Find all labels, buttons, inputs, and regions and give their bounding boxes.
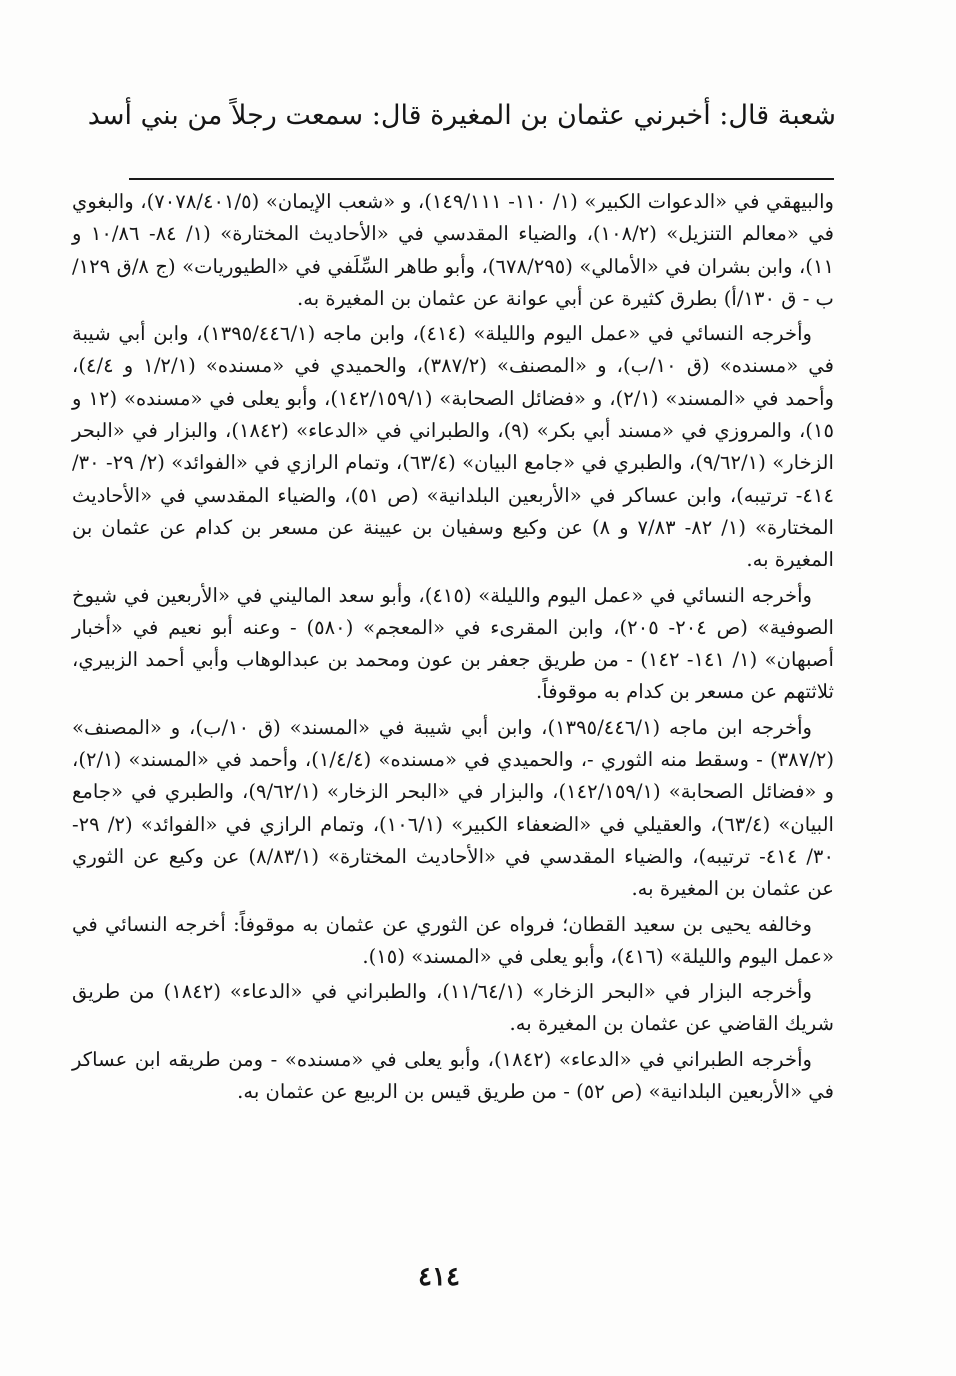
footnotes: [72, 186, 834, 1111]
footnote-paragraph: وأخرجه البزار في «البحر الزخار» (١١/٦٤/١)، والطبراني في «الدعاء» (١٨٤٢) من طريق شريك القاضي عن عثمان بن المغيرة به.: [72, 980, 834, 1036]
page-number: ٤١٤: [418, 1262, 460, 1292]
footnote-paragraph: وأخرجه ابن ماجه (١٣٩٥/٤٤٦/١)، وابن أبي شيبة في «المسند» (ق ١٠/ب)، و «المصنف» (٣٨٧/٢) - وسقط منه الثوري -، والحميدي في «مسنده» (١/٤/٤)، وأحمد في «المسند» (٢/١)، و «فضائل الصحابة» (١٤٢/١٥٩/١)، والبزار في «البحر الزخار» (٩/٦٢/١)، والطبري في «جامع البيان» (٦٣/٤)، والعقيلي في «الضعفاء الكبير» (١٠٦/١)، وتمام الرازي في «الفوائد» (٢/ ٢٩- ٣٠/ ٤١٤- ترتيبه)، والضياء المقدسي في «الأحاديث المختارة» (٨/٨٣/١) عن وكيع عن الثوري عن عثمان بن المغيرة به.: [72, 715, 834, 901]
footnote-paragraph: وأخرجه النسائي في «عمل اليوم والليلة» (٤١٥)، وأبو سعد الماليني في «الأربعين في شيوخ الصوفية» (ص ٢٠٤- ٢٠٥)، وابن المقرىء في «المعجم» (٥٨٠) - وعنه أبو نعيم في «أخبار أصبهان» (١/ ١٤١- ١٤٢) - من طريق جعفر بن عون ومحمد بن عبدالوهاب وأبي أحمد الزبيري، ثلاثتهم عن مسعر بن كدام به موقوفاً.: [72, 583, 835, 704]
footnote-paragraph: وأخرجه النسائي في «عمل اليوم والليلة» (٤١٤)، وابن ماجه (١٣٩٥/٤٤٦/١)، وابن أبي شيبة في «مسنده» (ق ١٠/ب)، و «المصنف» (٣٨٧/٢)، والحميدي في «مسنده» (١/٢/١ و ٤/٤)، وأحمد في «المسند» (٢/١)، و «فضائل الصحابة» (١٤٢/١٥٩/١)، وأبو يعلى في «مسنده» (١٢ و ١٥)، والمروزي في «مسند أبي بكر» (٩)، والطبراني في «الدعاء» (١٨٤٢)، والبزار في «البحر الزخار» (٩/٦٢/١)، والطبري في «جامع البيان» (٦٣/٤)، وتمام الرازي في «الفوائد» (٢/ ٢٩- ٣٠/ ٤١٤- ترتيبه)، وابن عساكر في «الأربعين البلدانية» (ص ٥١)، والضياء المقدسي في «الأحاديث المختارة» (١/ ٨٢- ٧/٨٣ و ٨) عن وكيع وسفيان بن عيينة عن مسعر بن كدام عن عثمان بن المغيرة به.: [72, 322, 834, 572]
footnote-paragraph: وأخرجه الطبراني في «الدعاء» (١٨٤٢)، وأبو يعلى في «مسنده» - ومن طريقه ابن عساكر في «الأربعين البلدانية» (ص ٥٢) - من طريق قيس بن الربيع عن عثمان به.: [72, 1047, 834, 1104]
footnote-separator: [129, 178, 834, 180]
footnote-paragraph: وخالفه يحيى بن سعيد القطان؛ فرواه عن الثوري عن عثمان به موقوفاً: أخرجه النسائي في «عمل اليوم والليلة» (٤١٦)، وأبو يعلى في «المسند» (١٥).: [72, 912, 834, 968]
main-text-line: شعبة قال: أخبرني عثمان بن المغيرة قال: سمعت رجلاً من بني أسد: [87, 100, 836, 131]
footnote-paragraph: والبيهقي في «الدعوات الكبير» (١/ ١١٠- ١٤٩/١١١)، و «شعب الإيمان» (٧٠٧٨/٤٠١/٥)، والبغوي في «معالم التنزيل» (١٠٨/٢)، والضياء المقدسي في «الأحاديث المختارة» (١/ ٨٤- ١٠/٨٦ و ١١)، وابن بشران في «الأمالي» (٦٧٨/٢٩٥)، وأبو طاهر السِّلَفي في «الطيوريات» (ج ٨/ق ١٢٩/ب - ق ١٣٠/أ) بطرق كثيرة عن أبي عوانة عن عثمان بن المغيرة به.: [72, 190, 834, 310]
